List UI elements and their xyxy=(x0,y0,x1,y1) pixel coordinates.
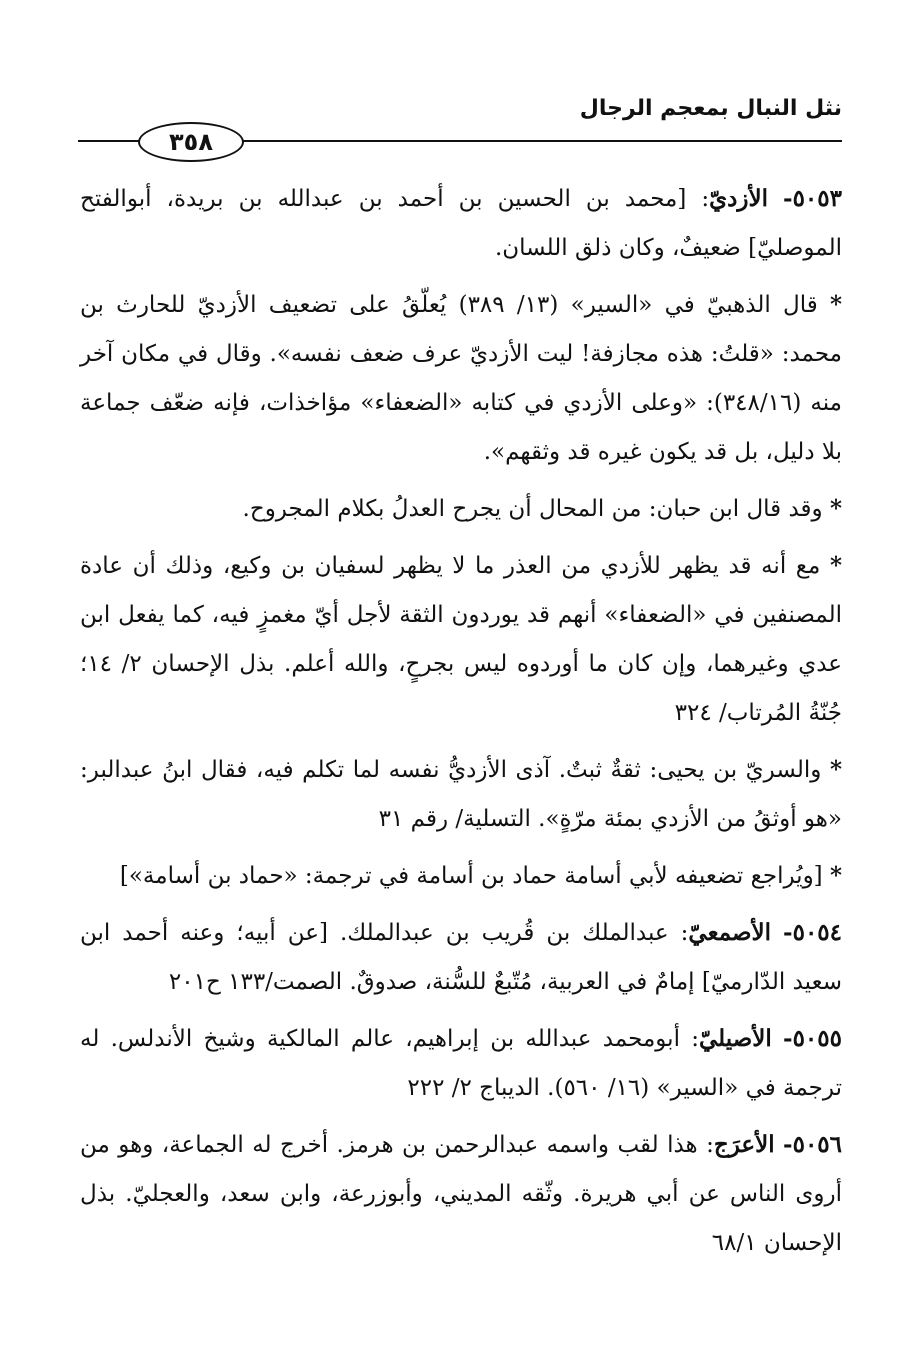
note-paragraph xyxy=(80,484,842,534)
note-text: [ويُراجع تضعيفه لأبي أسامة حماد بن أسامة في ترجمة: «حماد بن أسامة»] xyxy=(119,863,823,889)
note-paragraph xyxy=(80,745,842,844)
book-title: نثل النبال بمعجم الرجال xyxy=(579,96,842,121)
note-text: وقد قال ابن حبان: من المحال أن يجرح العدلُ بكلام المجروح. xyxy=(242,496,823,522)
entry-text: : هذا لقب واسمه عبدالرحمن بن هرمز. أخرج له الجماعة، وهو من أروى الناس عن أبي هريرة. وثّقه المديني، وأبوزرعة، وابن سعد، والعجليّ. بذل الإحسان ٦٨/١ xyxy=(80,1132,842,1256)
page-number: ٣٥٨ xyxy=(138,122,244,162)
entry-name: الأصيليّ xyxy=(698,1025,772,1052)
entry-text: : [محمد بن الحسين بن أحمد بن عبدالله بن بريدة، أبوالفتح الموصليّ] ضعيفٌ، وكان ذلق اللسان. xyxy=(80,186,842,261)
entry-number: ٥٠٥٤- xyxy=(783,919,843,946)
entry-name: الأصمعيّ xyxy=(688,919,772,946)
star-marker: * xyxy=(829,862,842,889)
entry-text: : أبومحمد عبدالله بن إبراهيم، عالم المالكية وشيخ الأندلس. له ترجمة في «السير» (١٦/ ٥٦٠). الديباج ٢/ ٢٢٢ xyxy=(80,1026,842,1101)
star-marker: * xyxy=(829,756,842,783)
entry-5055 xyxy=(80,1014,842,1113)
entry-text: : عبدالملك بن قُريب بن عبدالملك. [عن أبيه؛ وعنه أحمد ابن سعيد الدّارميّ] إمامٌ في العربية، مُتّبعٌ للسُّنة، صدوقٌ. الصمت/١٣٣ ح٢٠١ xyxy=(80,920,842,995)
note-paragraph xyxy=(80,280,842,477)
star-marker: * xyxy=(830,291,843,318)
entry-5054 xyxy=(80,908,842,1007)
note-paragraph xyxy=(80,541,842,738)
page-header xyxy=(78,90,842,160)
entry-name: الأعرَج xyxy=(713,1131,775,1158)
note-text: مع أنه قد يظهر للأزدي من العذر ما لا يظهر لسفيان بن وكيع، وذلك أن عادة المصنفين في «الضعفاء» أنهم قد يوردون الثقة لأجل أيّ مغمزٍ فيه، كما يفعل ابن عدي وغيرهما، وإن كان ما أوردوه ليس بجرحٍ، والله أعلم. بذل الإحسان ٢/ ١٤؛ جُنّةُ المُرتاب/ ٣٢٤ xyxy=(80,553,842,726)
entry-5053 xyxy=(80,174,842,273)
entry-number: ٥٠٥٥- xyxy=(783,1025,842,1052)
entry-number: ٥٠٥٦- xyxy=(783,1131,843,1158)
star-marker: * xyxy=(829,495,842,522)
note-text: قال الذهبيّ في «السير» (١٣/ ٣٨٩) يُعلّقُ على تضعيف الأزديّ للحارث بن محمد: «قلتُ: هذه مجازفة! ليت الأزديّ عرف ضعف نفسه». وقال في مكان آخر منه (٣٤٨/١٦): «وعلى الأزدي في كتابه «الضعفاء» مؤاخذات، فإنه ضعّف جماعة بلا دليل، بل قد يكون غيره قد وثقهم». xyxy=(80,292,842,465)
entry-number: ٥٠٥٣- xyxy=(783,185,842,212)
entry-5056 xyxy=(80,1120,842,1268)
page-body xyxy=(80,174,842,1275)
note-paragraph xyxy=(80,851,842,901)
entry-name: الأزديّ xyxy=(709,185,768,212)
star-marker: * xyxy=(829,552,842,579)
note-text: والسريّ بن يحيى: ثقةٌ ثبتٌ. آذى الأزديُّ نفسه لما تكلم فيه، فقال ابنُ عبدالبر: «هو أوثقُ من الأزدي بمئة مرّةٍ». التسلية/ رقم ٣١ xyxy=(80,757,842,832)
